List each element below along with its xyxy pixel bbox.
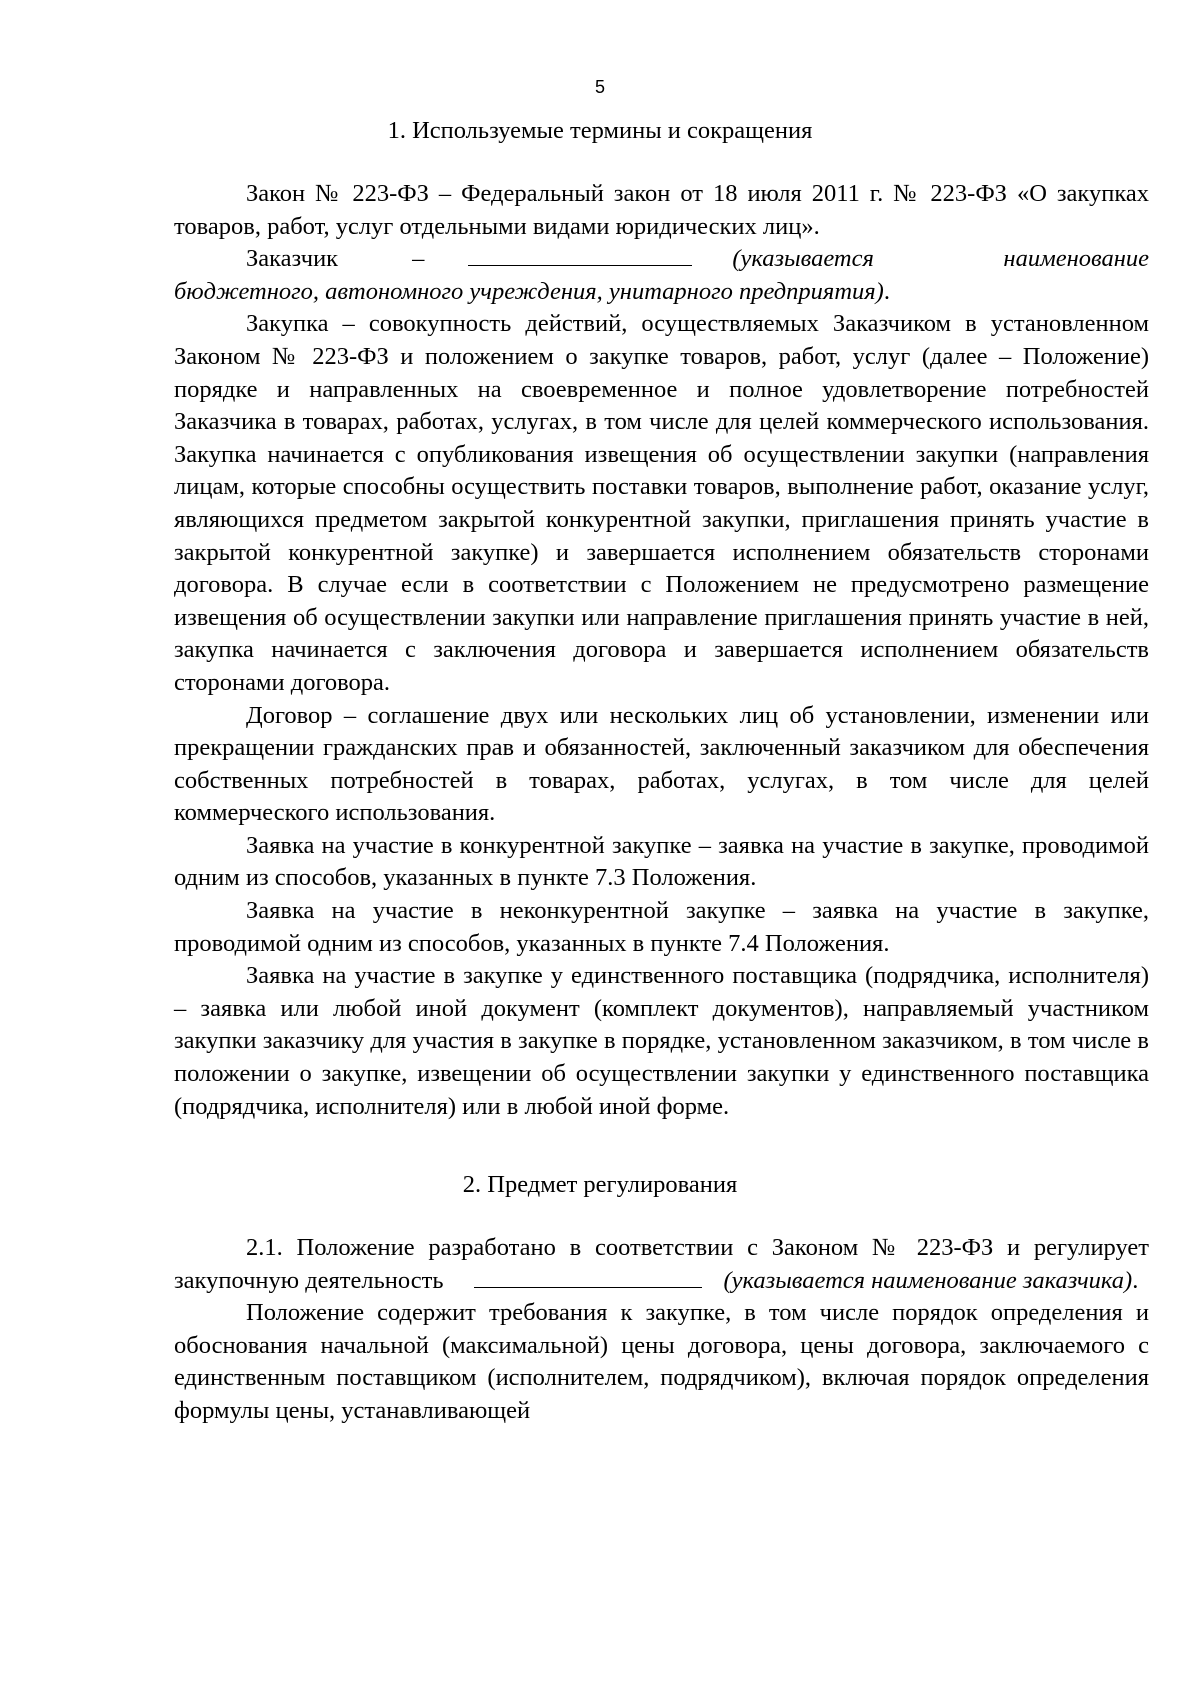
clause-2-content: Положение содержит требования к закупке, в том числе порядок определения и обоснования начальной (максимальной) цены договора, цены договора, заключаемого с единственным поставщиком (исполнителем, подрядчиком), включая порядок определения формулы цены, устанавливающей — [174, 1299, 1149, 1424]
clause-2-1-note: (указывается наименование заказчика) — [723, 1266, 1133, 1294]
customer-name-blank — [468, 243, 692, 266]
customer-name-blank-2 — [474, 1265, 702, 1288]
customer-note: (указывается наименование бюджетного, автономного учреждения, унитарного предприятия) — [174, 245, 1149, 305]
customer-definition — [174, 243, 1149, 308]
section-1-body — [174, 178, 1149, 1123]
law-definition: Закон № 223-ФЗ – Федеральный закон от 18 июля 2011 г. № 223-ФЗ «О закупках товаров, работ, услуг отдельными видами юридических лиц». — [174, 180, 1149, 240]
single-supplier-bid-definition: Заявка на участие в закупке у единственного поставщика (подрядчика, исполнителя) – заявка или любой иной документ (комплект документов), направляемый участником закупки заказчику для участия в закупке в порядке, установленном заказчиком, в том числе в положении о закупке, извещении об осуществлении закупки у единственного поставщика (подрядчика, исполнителя) или в любой иной форме. — [174, 962, 1149, 1120]
clause-2-1 — [174, 1232, 1149, 1297]
customer-end: . — [883, 277, 890, 305]
customer-dash: – — [412, 245, 425, 273]
section-2-heading: 2. Предмет регулирования — [462, 1171, 738, 1198]
noncompetitive-bid-definition: Заявка на участие в неконкурентной закупке – заявка на участие в закупке, проводимой одним из способов, указанных в пункте 7.4 Положения. — [174, 897, 1149, 957]
competitive-bid-definition: Заявка на участие в конкурентной закупке – заявка на участие в закупке, проводимой одним из способов, указанных в пункте 7.3 Положения. — [174, 831, 1149, 892]
section-1-heading: 1. Используемые термины и сокращения — [387, 117, 813, 144]
purchase-definition: Закупка – совокупность действий, осуществляемых Заказчиком в установленном Законом № 223-ФЗ и положением о закупке товаров, работ, услуг (далее – Положение) порядке и направленных на своевременное и полное удовлетворение потребностей Заказчика в товарах, работах, услугах, в том числе для целей коммерческого использования. Закупка начинается с опубликования извещения об осуществлении закупки (направления лицам, которые способны осуществить поставки товаров, выполнение работ, оказание услуг, являющихся предметом закрытой конкурентной закупки, приглашения принять участие в закрытой конкурентной закупке) и завершается исполнением обязательств сторонами договора. В случае если в соответствии с Положением не предусмотрено размещение извещения об осуществлении закупки или направление приглашения принять участие в ней, закупка начинается с заключения договора и завершается исполнением обязательств сторонами договора. — [174, 310, 1149, 696]
contract-definition: Договор – соглашение двух или нескольких лиц об установлении, изменении или прекращении гражданских прав и обязанностей, заключенный заказчиком для обеспечения собственных потребностей в товарах, работах, услугах, в том числе для целей коммерческого использования. — [174, 701, 1149, 827]
customer-term: Заказчик — [246, 245, 339, 273]
section-2-body — [174, 1232, 1149, 1428]
clause-2-1-text: 2.1. Положение разработано в соответствии с Законом № 223-ФЗ и регулирует закупочную деятельность — [174, 1234, 1149, 1294]
clause-2-1-end: . — [1132, 1266, 1139, 1294]
page-number: 5 — [594, 77, 605, 97]
